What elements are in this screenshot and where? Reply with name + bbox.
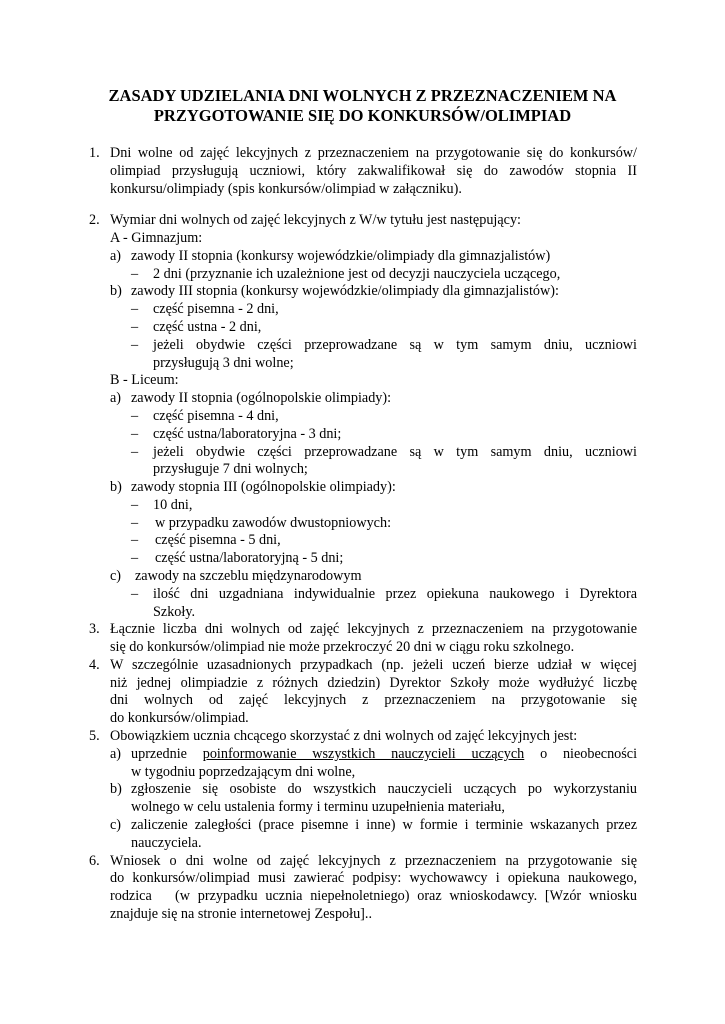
a-b-detail-2: część ustna - 2 dni, <box>153 319 262 335</box>
b-c-detail-1-line-1: ilość dni uzgadniana indywidualnie przez opiekuna naukowego i Dyrektora <box>153 586 637 602</box>
b-a-label: a) <box>110 390 122 406</box>
item-5-c-line-1: zaliczenie zaległości (prace pisemne i inne) w formie i terminie wskazanych przez <box>131 817 637 833</box>
b-a-detail-3-line-1: jeżeli obydwie części przeprowadzane są w tym samym dniu, uczniowi <box>153 444 637 460</box>
b-b-label: b) <box>110 479 122 495</box>
item-5-a-pre: uprzednie <box>131 746 187 762</box>
item-5-a-line-2: w tygodniu poprzedzającym dni wolne, <box>131 764 356 780</box>
item-1-number: 1. <box>89 145 100 161</box>
dash-bullet: – <box>131 337 139 353</box>
item-4-line-4: do konkursów/olimpiad. <box>110 710 249 726</box>
item-2-intro: Wymiar dni wolnych od zajęć lekcyjnych z W/w tytułu jest następujący: <box>110 212 521 228</box>
dash-bullet: – <box>131 532 139 548</box>
dash-bullet: – <box>131 408 139 424</box>
item-3-line-1: Łącznie liczba dni wolnych od zajęć lekcyjnych z przeznaczeniem na przygotowanie <box>110 621 637 637</box>
item-4-line-3: dni wolnych od zajęć lekcyjnych z przeznaczeniem na przygotowanie się <box>110 692 637 708</box>
a-a-text: zawody II stopnia (konkursy wojewódzkie/olimpiady dla gimnazjalistów) <box>131 248 551 264</box>
item-6-line-3: rodzica (w przypadku ucznia niepełnoletniego) oraz wnioskodawcy. [Wzór wniosku <box>110 888 637 904</box>
item-3-number: 3. <box>89 621 100 637</box>
item-1-line-2: olimpiad przysługują uczniowi, który zakwalifikował się do zawodów stopnia II <box>110 163 637 179</box>
b-b-detail-2: w przypadku zawodów dwustopniowych: <box>155 515 392 531</box>
item-5-c-label: c) <box>110 817 122 833</box>
section-b-heading: B - Liceum: <box>110 372 179 388</box>
a-a-label: a) <box>110 248 122 264</box>
page-title <box>60 86 665 126</box>
item-5-b-line-1: zgłoszenie się osobiste do wszystkich nauczycieli uczących po wykorzystaniu <box>131 781 637 797</box>
b-b-text: zawody stopnia III (ogólnopolskie olimpiady): <box>131 479 396 495</box>
item-5-a-underlined: poinformowanie wszystkich nauczycieli uczących <box>202 746 525 762</box>
b-c-text: zawody na szczeblu międzynarodowym <box>135 568 362 584</box>
a-b-text: zawody III stopnia (konkursy wojewódzkie/olimpiady dla gimnazjalistów): <box>131 283 559 299</box>
item-4-number: 4. <box>89 657 100 673</box>
b-a-detail-3-line-2: przysługuje 7 dni wolnych; <box>153 461 308 477</box>
item-5-a-label: a) <box>110 746 122 762</box>
b-c-label: c) <box>110 568 122 584</box>
item-4-line-2: niż jednej olimpiadzie z różnych dziedzin) Dyrektor Szkoły może wydłużyć liczbę <box>110 675 637 691</box>
item-2-number: 2. <box>89 212 100 228</box>
a-b-detail-1: część pisemna - 2 dni, <box>153 301 279 317</box>
b-a-text: zawody II stopnia (ogólnopolskie olimpiady): <box>131 390 392 406</box>
b-a-detail-2: część ustna/laboratoryjna - 3 dni; <box>153 426 342 442</box>
a-b-label: b) <box>110 283 122 299</box>
item-1-line-1: Dni wolne od zajęć lekcyjnych z przeznaczeniem na przygotowanie się do konkursów/ <box>110 145 637 161</box>
dash-bullet: – <box>131 319 139 335</box>
dash-bullet: – <box>131 444 139 460</box>
b-b-detail-4: część ustna/laboratoryjną - 5 dni; <box>155 550 344 566</box>
item-5-intro: Obowiązkiem ucznia chcącego skorzystać z dni wolnych od zajęć lekcyjnych jest: <box>110 728 578 744</box>
dash-bullet: – <box>131 426 139 442</box>
a-a-detail-1: 2 dni (przyznanie ich uzależnione jest od decyzji nauczyciela uczącego, <box>153 266 561 282</box>
item-6-line-2: do konkursów/olimpiad musi zawierać podpisy: wychowawcy i opiekuna naukowego, <box>110 870 637 886</box>
title-line-2: PRZYGOTOWANIE SIĘ DO KONKURSÓW/OLIMPIAD <box>153 106 572 125</box>
item-6-number: 6. <box>89 853 100 869</box>
item-5-c-line-2: nauczyciela. <box>131 835 202 851</box>
item-5-a-line-1 <box>131 746 637 764</box>
item-1-line-3: konkursu/olimpiady (spis konkursów/olimpiad w załączniku). <box>110 181 462 197</box>
dash-bullet: – <box>131 586 139 602</box>
dash-bullet: – <box>131 515 139 531</box>
item-4-line-1: W szczególnie uzasadnionych przypadkach (np. jeżeli uczeń bierze udział w więcej <box>110 657 637 673</box>
item-5-number: 5. <box>89 728 100 744</box>
b-c-detail-1-line-2: Szkoły. <box>153 604 196 620</box>
dash-bullet: – <box>131 266 139 282</box>
title-line-1: ZASADY UDZIELANIA DNI WOLNYCH Z PRZEZNACZENIEM NA <box>108 86 617 105</box>
item-5-b-line-2: wolnego w celu ustalenia formy i terminu uzupełnienia materiału, <box>131 799 505 815</box>
item-3-line-2: się do konkursów/olimpiad nie może przekroczyć 20 dni w ciągu roku szkolnego. <box>110 639 575 655</box>
dash-bullet: – <box>131 550 139 566</box>
dash-bullet: – <box>131 301 139 317</box>
section-a-heading: A - Gimnazjum: <box>110 230 203 246</box>
item-5-b-label: b) <box>110 781 122 797</box>
b-b-detail-3: część pisemna - 5 dni, <box>155 532 281 548</box>
dash-bullet: – <box>131 497 139 513</box>
a-b-detail-3-line-1: jeżeli obydwie części przeprowadzane są w tym samym dniu, uczniowi <box>153 337 637 353</box>
item-5-a-post: o nieobecności <box>540 746 638 762</box>
a-b-detail-3-line-2: przysługują 3 dni wolne; <box>153 355 294 371</box>
item-6-line-4: znajduje się na stronie internetowej Zespołu].. <box>110 906 372 922</box>
item-6-line-1: Wniosek o dni wolne od zajęć lekcyjnych z przeznaczeniem na przygotowanie się <box>110 853 637 869</box>
b-b-detail-1: 10 dni, <box>153 497 193 513</box>
b-a-detail-1: część pisemna - 4 dni, <box>153 408 279 424</box>
